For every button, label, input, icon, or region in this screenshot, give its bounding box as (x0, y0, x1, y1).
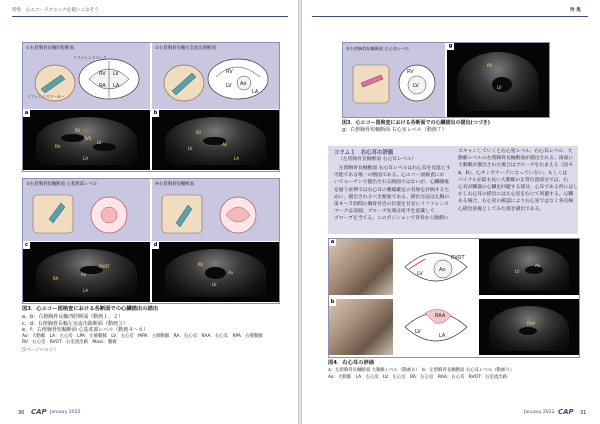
figure-title: ③右傍胸骨短軸断面 心基底部レベル (26, 182, 98, 187)
ultrasound-image-4b (479, 299, 579, 355)
illustration-panel-3 (23, 179, 150, 241)
svg-text:LV: LV (226, 83, 232, 89)
footer-brand-logo: CAP (31, 408, 47, 416)
svg-text:LA: LA (113, 83, 120, 89)
panel-label: a (330, 239, 335, 245)
panel-label: b (330, 299, 335, 305)
left-page (0, 0, 298, 424)
caption-line: Ao：大動脈 LA：左心房 LV：左心室 RA：右心房 RAA：右心耳 RVOT：右室流出路 (328, 374, 507, 380)
us-label: Ao (228, 270, 234, 275)
svg-text:RV: RV (226, 69, 233, 75)
svg-text:LV: LV (413, 83, 419, 89)
figure-title: ②右傍胸骨長軸左室流出路断面 (155, 46, 217, 51)
panel-label: c (23, 242, 30, 249)
ultrasound-image-b (152, 110, 279, 170)
probe-heart-diagram (156, 53, 276, 107)
column-title: コラム１ 右心耳の評価 (334, 150, 394, 156)
us-label: LV (188, 146, 193, 151)
us-label: LV (97, 140, 102, 145)
illustration-panel-2 (152, 43, 279, 109)
us-label: LA (234, 156, 240, 161)
caption-line: g：右傍胸骨短軸断面 右心室レベル（動画７） (342, 127, 447, 133)
column-1-box (328, 146, 578, 234)
svg-text:LA: LA (252, 89, 259, 95)
us-label: RV (75, 128, 81, 133)
us-label: LV (497, 85, 502, 90)
column-text-left: 左傍胸骨長軸断面 右心耳レベルは右心耳を見落とす 可能である唯一の断面である。心エコー図検査にお いてルーチンで描出される断面ではないが、心臓腫瘍 を疑う症例では右心耳の腫瘍確定の有無を評価するた めに、描出されるべき断面である。描出方法は左胸の 第４～５肋間の胸骨付近の位置を目安にリファレンス マークは前頭、プローブ先端は尾平を意識して プローブを当てる。このポジションで背骨から腹側に (334, 166, 451, 222)
us-label: RV (487, 63, 493, 68)
column-subtitle: （左傍胸骨長軸断面 右心耳レベル） (338, 157, 417, 162)
figure-3-bottom-block (22, 178, 280, 304)
svg-text:LV: LV (415, 329, 421, 335)
figure-3-top-block (22, 42, 280, 172)
figure-title: ①右傍胸骨長軸四腔断面 (26, 46, 74, 51)
figure-4-block (328, 238, 580, 358)
footer-brand-logo: CAP (558, 408, 574, 416)
svg-text:Ao: Ao (439, 267, 446, 273)
column-text-right: スキャンしていくと右心室レベル、右心耳レベル、大 動脈レベルの左傍胸骨長軸断面が描出される。両面に 大動脈が描出された場合はプローブを右まえる（図４ a，b）。心タンポナーデになっていない。もしくは パイナルが最も長い大動脈の正常位置部分では、右 心耳が臓器の心臓を回避する部分，心耳である所にはし かし右心耳の描出には左心室を右にて回避する。心臓 ある場合，右心室の確認により右心室ではなく各点線 心描出前後としてみた描き描出である。 (458, 149, 578, 212)
probe-photo-b (329, 299, 393, 355)
us-label: LA (83, 288, 89, 293)
right-page (302, 0, 600, 424)
right-page-header: 特 集 (570, 8, 581, 13)
illustration-panel-4 (152, 179, 279, 241)
page-number: 30 (18, 410, 25, 416)
us-label: Ao (222, 142, 228, 147)
figure-3-continued (342, 42, 550, 118)
probe-heart-diagram (156, 189, 276, 239)
caption-line: c，d：右傍胸骨長軸左室流出路断面（動画３） (22, 320, 128, 327)
panel-label: b (153, 110, 158, 116)
us-label: LA (83, 156, 89, 161)
figure-title: ④右傍胸骨短軸断面 (155, 182, 195, 187)
ultrasound-image-4a (479, 239, 579, 295)
page-number: 31 (580, 410, 587, 416)
svg-text:LA: LA (439, 333, 446, 339)
ultrasound-image-a (23, 110, 150, 170)
us-label: RVOT (99, 264, 110, 269)
svg-text:RV: RV (99, 71, 106, 77)
figure-3-continued-caption: 図3．心エコー図検査における各断面での心臓描出の描出(つづき) (342, 120, 491, 126)
figure-title: ⑤右傍胸骨短軸断面 右心室レベル (346, 46, 410, 51)
figure-3-caption-title: 図3．心エコー図検査における各断面での心臓描出の描出 (22, 306, 159, 312)
panel-label: a (24, 110, 29, 116)
us-label: RAA (527, 321, 536, 326)
heart-diagram-a (395, 239, 477, 295)
us-label: RA (55, 144, 61, 149)
panel-label: d (153, 242, 158, 248)
caption-line: e，f：右傍胸骨短軸断面 心基底部レベル（動画４～６） (22, 327, 149, 333)
reference-marker-label: リファレンスマーカー (27, 94, 65, 99)
illustration-panel-5 (343, 43, 445, 117)
svg-text:Ao: Ao (240, 81, 247, 87)
figure-4-caption-title: 図4．右心耳の評価 (328, 360, 375, 366)
svg-text:LV: LV (113, 71, 119, 77)
us-label: RV (198, 262, 204, 267)
us-label: LV (212, 282, 217, 287)
reference-mark-label: リファレンスマーク (73, 55, 107, 60)
footer-issue: January 2022 (50, 410, 81, 415)
ultrasound-image-g (447, 43, 549, 117)
panel-label: g (448, 43, 453, 49)
us-label: IVS (85, 136, 92, 141)
svg-text:RV: RV (407, 69, 414, 75)
svg-text:RVOT: RVOT (451, 255, 465, 261)
heart-diagram-b (395, 299, 477, 355)
caption-line: Ao：大動脈 LA：左心房 LPA：左肺動脈 LV：左心室 MPA：主肺動脈 RA：右心房 RAA：右心耳 RPA：右肺動脈 (22, 333, 263, 339)
svg-text:LV: LV (417, 271, 423, 277)
left-page-header: 特集 心エコーテクニックを使いこなそう (12, 8, 99, 13)
probe-photo-a (329, 239, 393, 295)
svg-text:RAA: RAA (435, 313, 446, 319)
caption-line: a，b：右傍胸骨長軸四腔断面（動画１，２） (22, 314, 124, 320)
header-rule (12, 16, 288, 17)
us-label: Ao (535, 263, 541, 268)
probe-heart-diagram (347, 53, 443, 113)
us-label: RV (196, 130, 202, 135)
us-label: Ao (81, 272, 87, 277)
footer-issue: January 2022 (524, 410, 555, 415)
illustration-panel-1 (23, 43, 150, 109)
ultrasound-image-d (152, 242, 279, 302)
caption-line: a：左傍胸骨長軸断面 大動脈レベル（動画８） b：左傍胸骨長軸断面 右心耳レベル（動画９） (328, 368, 515, 373)
svg-text:RA: RA (99, 83, 106, 89)
header-rule (312, 16, 588, 17)
us-label: RA (53, 276, 59, 281)
continue-note: 次ページへつづく (22, 348, 58, 353)
us-label: LV (515, 269, 520, 274)
caption-line: RV：右心室 RVOT：右室流出路 Mass：腫瘤 (22, 340, 117, 345)
ultrasound-image-c (23, 242, 150, 302)
probe-heart-diagram (27, 189, 147, 239)
